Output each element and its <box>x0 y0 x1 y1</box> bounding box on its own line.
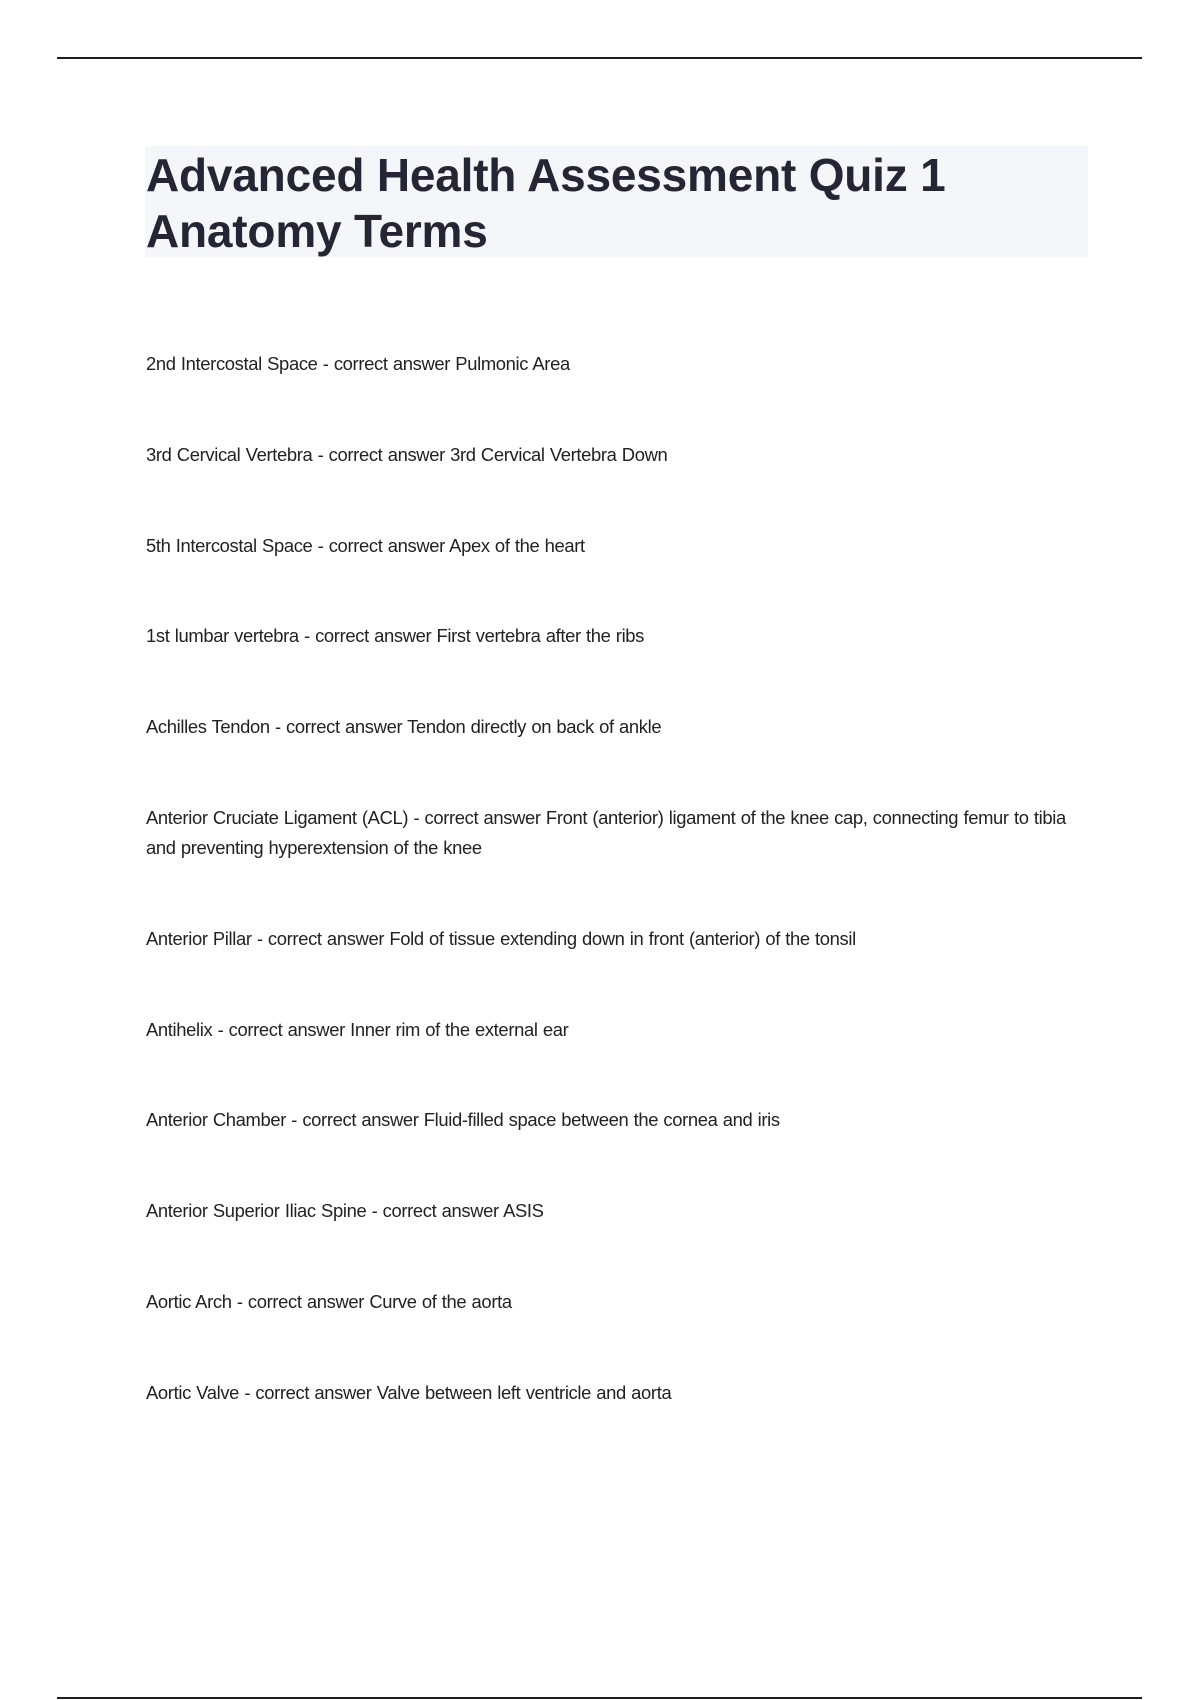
top-divider <box>57 57 1142 59</box>
flashcard-entry: Anterior Cruciate Ligament (ACL) - correct answer Front (anterior) ligament of the knee cap, connecting femur to tibia and preventing hyperextension of the knee <box>146 806 1066 858</box>
flashcard-entry: Antihelix - correct answer Inner rim of the external ear <box>146 1018 569 1040</box>
flashcard-entry: 3rd Cervical Vertebra - correct answer 3rd Cervical Vertebra Down <box>146 443 668 465</box>
flashcard-entry: Anterior Superior Iliac Spine - correct answer ASIS <box>146 1200 544 1222</box>
flashcard-entry: Achilles Tendon - correct answer Tendon directly on back of ankle <box>146 716 662 738</box>
page-title-line-2: Anatomy Terms <box>146 205 488 257</box>
flashcard-entry: 1st lumbar vertebra - correct answer First vertebra after the ribs <box>146 625 645 647</box>
page-title-line-1: Advanced Health Assessment Quiz 1 <box>146 149 946 201</box>
title-block <box>145 146 1088 257</box>
flashcard-entry: Anterior Pillar - correct answer Fold of tissue extending down in front (anterior) of the tonsil <box>146 927 856 949</box>
page-title <box>145 147 1088 259</box>
bottom-divider <box>57 1697 1142 1699</box>
flashcard-entry: Aortic Arch - correct answer Curve of the aorta <box>146 1290 512 1312</box>
flashcard-entry: 2nd Intercostal Space - correct answer Pulmonic Area <box>146 353 570 374</box>
flashcard-list <box>146 349 1088 1469</box>
flashcard-entry: 5th Intercostal Space - correct answer Apex of the heart <box>146 534 585 556</box>
flashcard-entry: Anterior Chamber - correct answer Fluid-filled space between the cornea and iris <box>146 1109 780 1131</box>
flashcard-entry: Aortic Valve - correct answer Valve between left ventricle and aorta <box>146 1381 672 1403</box>
